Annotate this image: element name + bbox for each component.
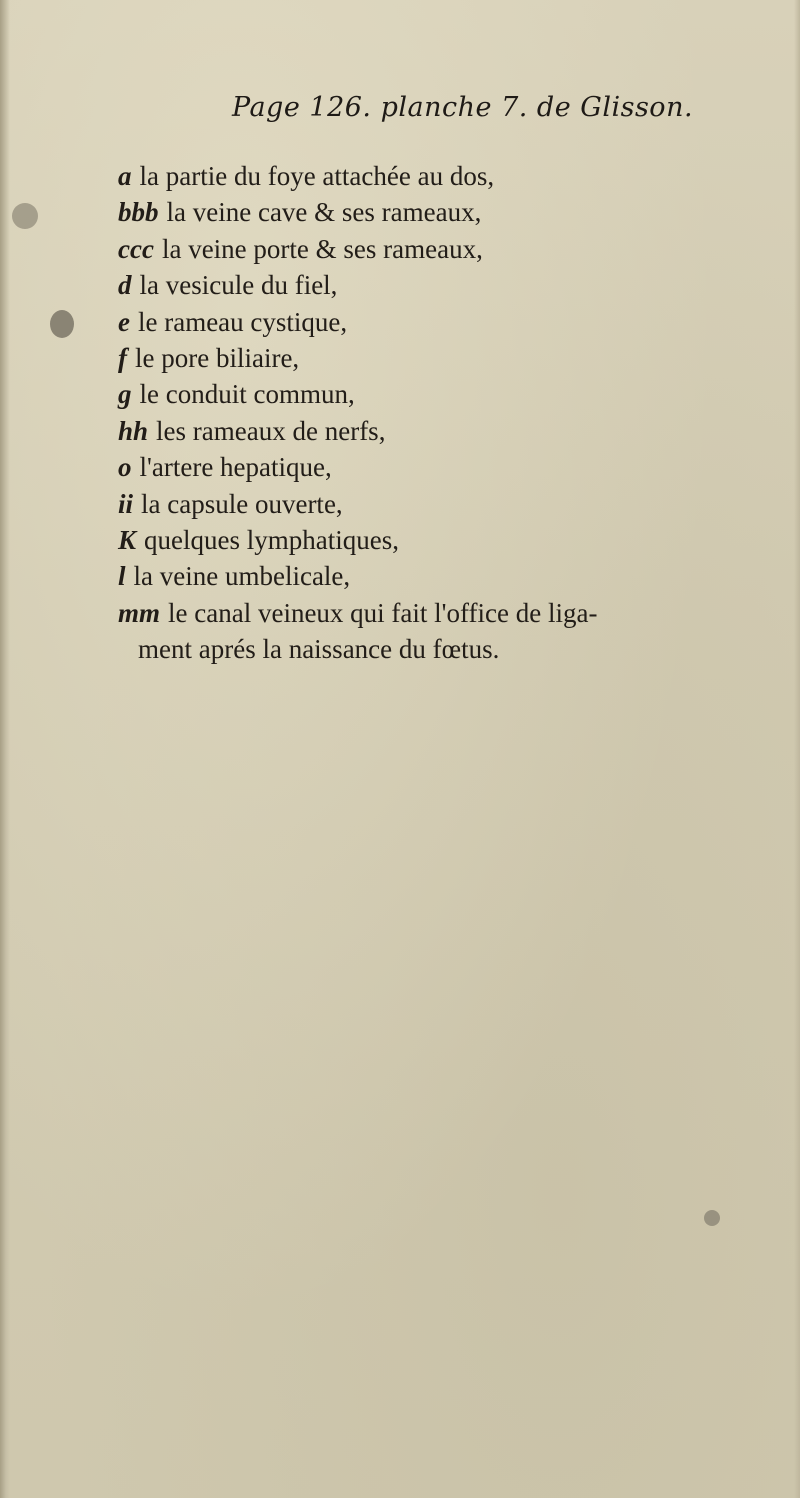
legend-text: le rameau cystique, xyxy=(137,306,348,337)
foxing-spot xyxy=(704,1210,720,1226)
legend-key: g xyxy=(118,379,132,410)
page-header: Page 126. planche 7. de Glisson. xyxy=(232,92,694,123)
legend-item xyxy=(118,340,788,376)
page-edge-left xyxy=(0,0,10,1498)
foxing-spot xyxy=(12,203,38,229)
legend-text: la vesicule du fiel, xyxy=(139,270,338,301)
legend-item xyxy=(118,158,788,194)
foxing-spot xyxy=(50,310,74,338)
legend-key: d xyxy=(118,270,132,301)
legend-item-continuation xyxy=(118,631,788,667)
legend-text: la capsule ouverte, xyxy=(141,488,343,519)
legend-key: K xyxy=(118,525,137,556)
legend-item xyxy=(118,231,788,267)
legend-item xyxy=(118,194,788,230)
legend-key: mm xyxy=(118,597,161,628)
legend-key: e xyxy=(118,306,130,337)
legend-key: o xyxy=(118,452,132,483)
legend-key: ii xyxy=(118,488,134,519)
legend-key: a xyxy=(118,161,132,191)
figure-legend xyxy=(118,158,788,668)
legend-key: bbb xyxy=(118,197,159,228)
page-edge-right xyxy=(794,0,800,1498)
legend-text: le conduit commun, xyxy=(139,379,355,410)
legend-text: le pore biliaire, xyxy=(135,343,300,374)
legend-item xyxy=(118,558,788,594)
legend-text: l'artere hepatique, xyxy=(139,452,332,483)
legend-item xyxy=(118,304,788,340)
legend-text: quelques lymphatiques, xyxy=(144,525,399,556)
legend-text: la partie du foye attachée au dos, xyxy=(139,161,495,191)
legend-text: les rameaux de nerfs, xyxy=(156,415,386,446)
legend-text: ment aprés la naissance du fœtus. xyxy=(138,634,500,665)
legend-key: f xyxy=(118,343,127,374)
legend-key: l xyxy=(118,561,126,592)
legend-item xyxy=(118,449,788,485)
legend-key: ccc xyxy=(118,233,154,264)
legend-text: la veine umbelicale, xyxy=(133,561,351,592)
legend-text: la veine cave & ses rameaux, xyxy=(166,197,482,228)
legend-key: hh xyxy=(118,415,149,446)
legend-item xyxy=(118,413,788,449)
legend-item xyxy=(118,486,788,522)
legend-item xyxy=(118,522,788,558)
legend-item xyxy=(118,267,788,303)
legend-item xyxy=(118,595,788,631)
legend-text: la veine porte & ses rameaux, xyxy=(161,233,483,264)
legend-item xyxy=(118,376,788,412)
legend-text: le canal veineux qui fait l'office de liga- xyxy=(168,597,598,628)
